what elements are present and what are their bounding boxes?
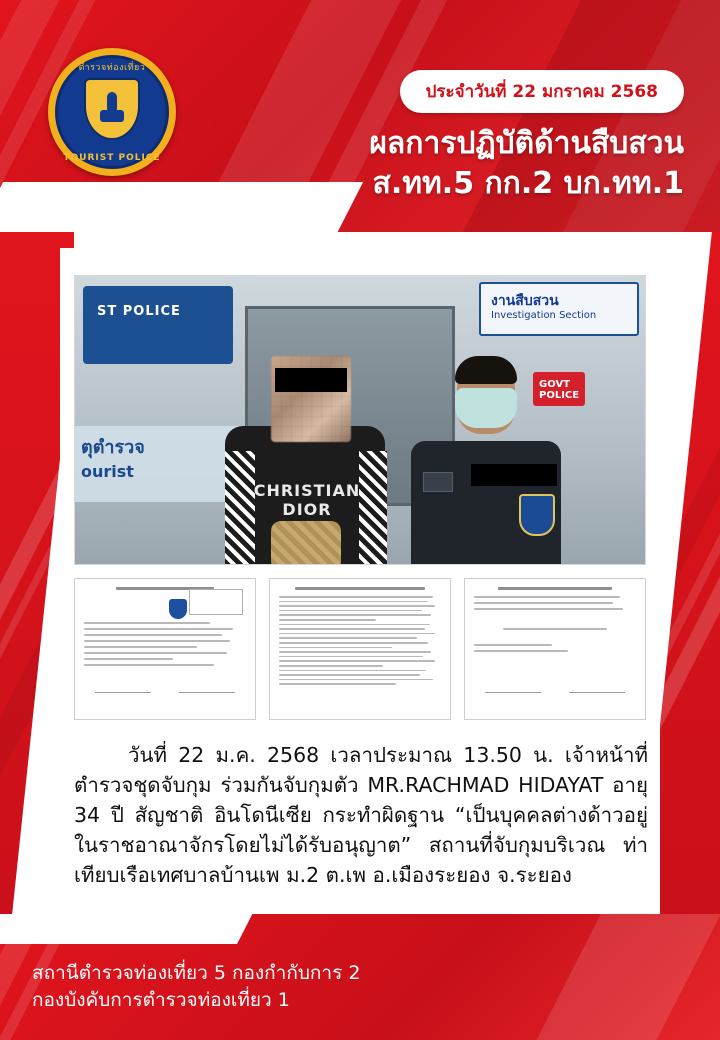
officer-name-censor-bar <box>471 464 557 486</box>
emblem-bottom-text: TOURIST POLICE <box>63 153 161 163</box>
document-thumb-2[interactable] <box>269 578 451 720</box>
investigation-section-board <box>479 282 639 336</box>
photo-wall-sign-text: ST POLICE <box>97 304 181 319</box>
document-signature-line <box>179 681 235 693</box>
footer-white-slash <box>0 914 283 944</box>
suspect-bag <box>271 521 341 565</box>
footer-agency <box>32 960 360 1014</box>
emblem-tower-icon <box>107 92 117 120</box>
header-white-slash <box>0 182 363 232</box>
document-seal-icon <box>169 599 187 619</box>
photo-red-sign <box>533 372 585 406</box>
photo-red-sign-text: GOVT POLICE <box>539 379 580 401</box>
arrest-photo <box>74 275 646 565</box>
police-shield-icon <box>48 48 176 176</box>
emblem-top-text: ตำรวจท่องเที่ยว <box>78 63 146 73</box>
photo-left-banner-line2: ourist <box>81 462 134 481</box>
suspect-sleeve-right <box>359 451 387 565</box>
page-title-line1: ผลการปฏิบัติด้านสืบสวน <box>369 126 684 161</box>
suspect-shirt-text: CHRISTIAN DIOR <box>253 481 361 519</box>
report-body-text: วันที่ 22 ม.ค. 2568 เวลาประมาณ 13.50 น. เจ้าหน้าที่ตำรวจชุดจับกุม ร่วมกันจับกุมตัว MR.RACHMAD HIDAYAT อายุ 34 ปี สัญชาติ อินโดนีเซีย กระทำผิดฐาน “เป็นบุคคลต่างด้าวอยู่ในราชอาณาจักรโดยไม่ได้รับอนุญาต” สถานที่จับกุมบริเวณ ท่าเทียบเรือเทศบาลบ้านเพ ม.2 ต.เพ อ.เมืองระยอง จ.ระยอง <box>74 743 648 887</box>
footer-line2: กองบังคับการตำรวจท่องเที่ยว 1 <box>32 989 290 1011</box>
document-thumb-3[interactable] <box>464 578 646 720</box>
officer-face-mask <box>455 388 517 428</box>
officer-hair <box>455 356 517 384</box>
documents-row <box>74 578 646 720</box>
board-subtitle: Investigation Section <box>491 310 597 321</box>
board-title: งานสืบสวน <box>491 293 559 309</box>
date-badge: ประจำวันที่ 22 มกราคม 2568 <box>400 70 684 113</box>
photo-left-banner-line1: ตุตำรวจ <box>81 437 145 458</box>
officer-shoulder-patch <box>423 472 453 492</box>
document-signature-line <box>95 681 151 693</box>
footer-line1: สถานีตำรวจท่องเที่ยว 5 กองกำกับการ 2 <box>32 962 361 984</box>
suspect-eye-censor-bar <box>275 368 347 392</box>
document-thumb-1[interactable] <box>74 578 256 720</box>
officer-badge-icon <box>519 494 555 536</box>
document-form-box <box>189 589 243 615</box>
document-signature-line <box>569 681 625 693</box>
photo-wall-sign <box>83 286 233 364</box>
document-signature-line <box>485 681 541 693</box>
page-title-line2: ส.ทท.5 กก.2 บก.ทท.1 <box>372 166 684 201</box>
